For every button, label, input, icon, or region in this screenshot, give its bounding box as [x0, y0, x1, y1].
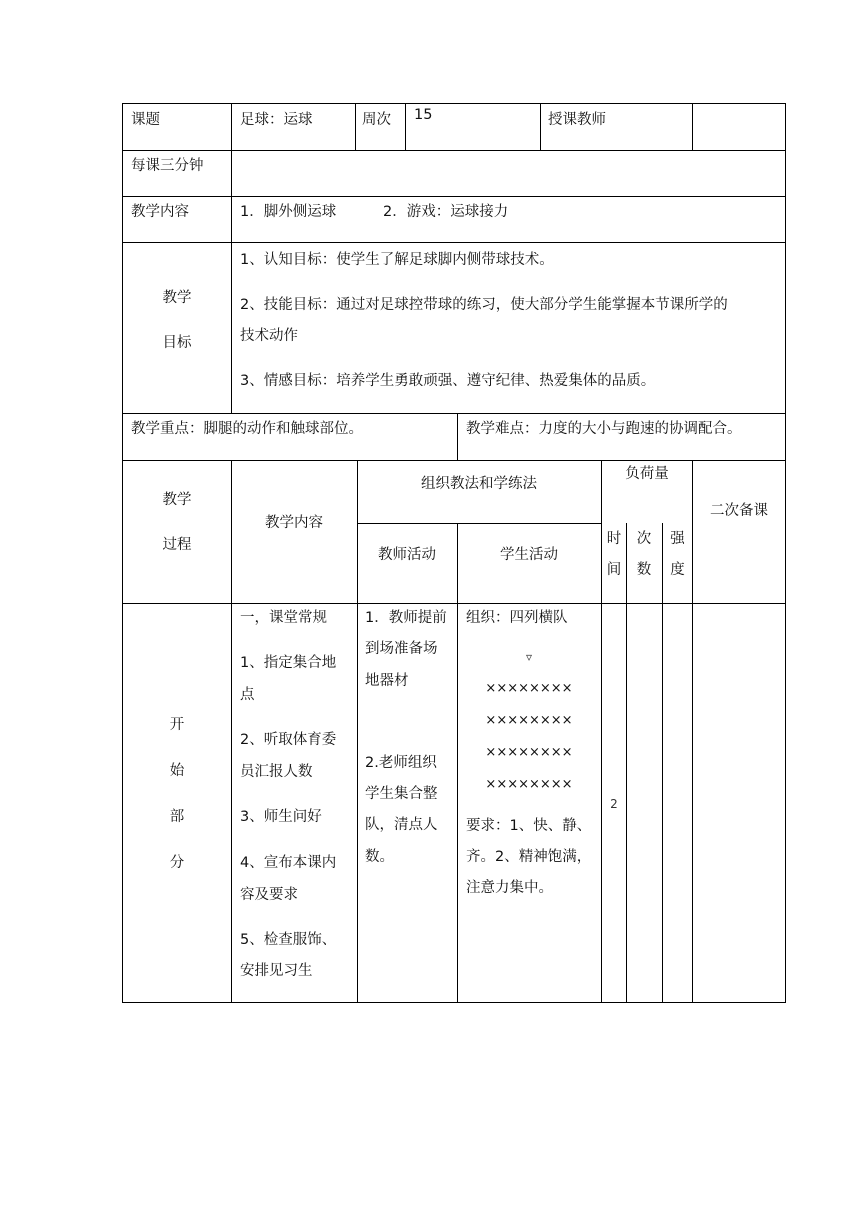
subject-label: 课题: [131, 112, 160, 128]
content-label: 教学内容: [131, 204, 189, 220]
content-line: 点: [240, 687, 255, 703]
table-border-top: [122, 103, 786, 104]
section-label-char: 部: [169, 809, 185, 825]
content-line: 2、听取体育委: [240, 732, 337, 748]
week-value: 15: [414, 107, 433, 123]
time-header-2: 间: [606, 562, 622, 578]
content-line: 一，课堂常规: [240, 610, 327, 626]
second-prep-header: 二次备课: [710, 503, 768, 519]
section-label-char: 开: [169, 717, 185, 733]
load-column-header: 负荷量: [625, 466, 669, 482]
goal-skill-line1: 2、技能目标：通过对足球控带球的练习，使大部分学生能掌握本节课所学的: [240, 297, 728, 313]
col-divider: [231, 103, 232, 414]
teacher-activity-header: 教师活动: [378, 547, 436, 563]
process-label-1: 教学: [162, 492, 192, 508]
content-item-2: 2．游戏：运球接力: [383, 204, 509, 220]
row-divider: [122, 413, 786, 414]
goal-cognitive: 1、认知目标：使学生了解足球脚内侧带球技术。: [240, 252, 554, 268]
col-divider: [457, 413, 458, 461]
content-line: 5、检查服饰、: [240, 932, 337, 948]
row-divider: [122, 603, 786, 604]
teacher-label: 授课教师: [548, 112, 606, 128]
content-column-header: 教学内容: [265, 515, 323, 531]
formation-row: ××××××××: [485, 681, 573, 696]
student-activity-header: 学生活动: [500, 547, 558, 563]
col-divider: [692, 103, 693, 151]
col-divider: [540, 103, 541, 151]
content-line: 3、师生问好: [240, 809, 322, 825]
process-label-2: 过程: [162, 537, 192, 553]
row-divider: [122, 150, 786, 151]
teacher-activity-line: 1．教师提前: [365, 610, 447, 626]
intensity-header-2: 度: [670, 562, 685, 578]
table-border-right: [785, 103, 786, 1003]
teacher-activity-line: 地器材: [365, 673, 409, 689]
content-line: 4、宣布本课内: [240, 855, 337, 871]
key-point: 教学重点：脚腿的动作和触球部位。: [131, 421, 363, 437]
teacher-activity-line: 队，清点人: [365, 817, 438, 833]
requirement-line: 要求：1、快、静、: [466, 818, 592, 834]
goals-label-2: 目标: [162, 335, 192, 351]
section-label-char: 始: [169, 763, 185, 779]
goal-affective: 3、情感目标：培养学生勇敢顽强、遵守纪律、热爱集体的品质。: [240, 373, 656, 389]
count-header-2: 数: [636, 562, 652, 578]
col-divider: [662, 523, 663, 1003]
col-divider: [405, 103, 406, 151]
row-divider: [122, 242, 786, 243]
intensity-header-1: 强: [670, 531, 685, 547]
col-divider: [626, 523, 627, 1003]
content-line: 容及要求: [240, 887, 298, 903]
formation-row: ××××××××: [485, 777, 573, 792]
teacher-activity-line: 数。: [365, 849, 394, 865]
formation-label: 组织：四列横队: [466, 610, 568, 626]
teacher-activity-line: 到场准备场: [365, 641, 438, 657]
methods-column-header: 组织教法和学练法: [421, 476, 537, 492]
time-value: 2: [610, 797, 618, 811]
three-minutes-label: 每课三分钟: [131, 158, 204, 174]
table-border-bottom: [122, 1002, 786, 1003]
teacher-activity-line: 2.老师组织: [365, 755, 437, 771]
col-divider: [355, 103, 356, 151]
sub-header-divider: [357, 523, 601, 524]
count-header-1: 次: [636, 531, 652, 547]
formation-row: ××××××××: [485, 713, 573, 728]
goal-skill-line2: 技术动作: [240, 328, 298, 344]
week-label: 周次: [362, 112, 391, 128]
teacher-activity-line: 学生集合整: [365, 786, 438, 802]
goals-label-1: 教学: [162, 290, 192, 306]
subject-value: 足球：运球: [240, 112, 313, 128]
content-line: 1、指定集合地: [240, 655, 337, 671]
difficulty: 教学难点：力度的大小与跑速的协调配合。: [466, 421, 742, 437]
content-line: 员汇报人数: [240, 764, 313, 780]
section-label-char: 分: [169, 855, 185, 871]
requirement-line: 齐。2、精神饱满，: [466, 849, 592, 865]
requirement-line: 注意力集中。: [466, 880, 553, 896]
time-header-1: 时: [606, 531, 622, 547]
formation-row: ××××××××: [485, 745, 573, 760]
teacher-position-marker: ▿: [525, 650, 533, 664]
content-line: 安排见习生: [240, 963, 313, 979]
row-divider: [122, 460, 786, 461]
content-item-1: 1．脚外侧运球: [240, 204, 337, 220]
col-divider: [357, 460, 358, 1003]
row-divider: [122, 196, 786, 197]
